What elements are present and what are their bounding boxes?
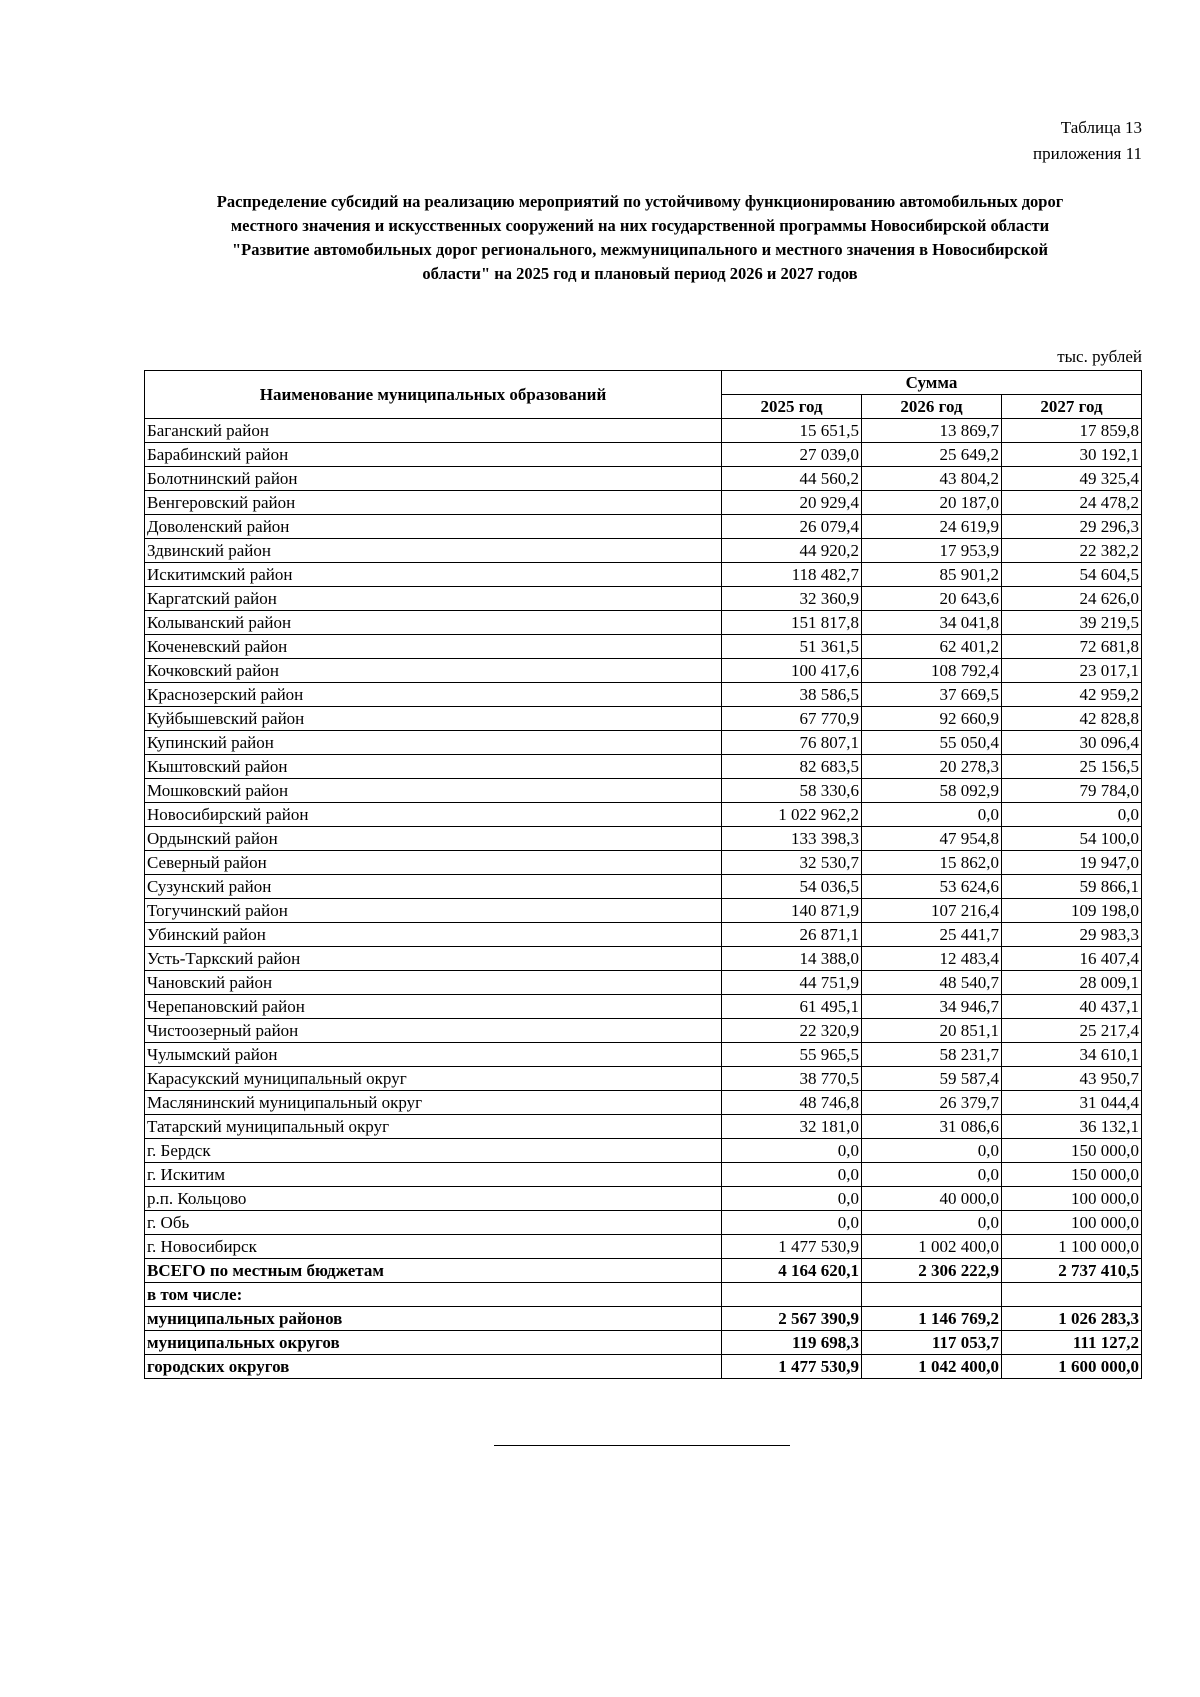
footer-divider: [494, 1445, 790, 1446]
amount-2025: 0,0: [722, 1163, 862, 1187]
amount-2026: 20 643,6: [862, 587, 1002, 611]
amount-2027: [1001, 1283, 1141, 1307]
table-row: [145, 419, 1142, 443]
amount-2027: 34 610,1: [1001, 1043, 1141, 1067]
table-row: [145, 971, 1142, 995]
amount-2025: 38 586,5: [722, 683, 862, 707]
amount-2026: 47 954,8: [862, 827, 1002, 851]
municipality-name: Черепановский район: [145, 995, 722, 1019]
amount-2026: 15 862,0: [862, 851, 1002, 875]
amount-2026: 40 000,0: [862, 1187, 1002, 1211]
municipality-name: Тогучинский район: [145, 899, 722, 923]
municipality-name: Новосибирский район: [145, 803, 722, 827]
table-row: [145, 827, 1142, 851]
amount-2026: 107 216,4: [862, 899, 1002, 923]
column-header-2027: 2027 год: [1001, 395, 1141, 419]
table-row: [145, 1043, 1142, 1067]
amount-2027: 43 950,7: [1001, 1067, 1141, 1091]
amount-2027: 17 859,8: [1001, 419, 1141, 443]
amount-2027: 16 407,4: [1001, 947, 1141, 971]
amount-2026: 0,0: [862, 1163, 1002, 1187]
municipality-name: г. Обь: [145, 1211, 722, 1235]
amount-2025: 26 079,4: [722, 515, 862, 539]
amount-2026: 13 869,7: [862, 419, 1002, 443]
amount-2027: 1 600 000,0: [1001, 1355, 1141, 1379]
amount-2025: 58 330,6: [722, 779, 862, 803]
municipality-name: г. Искитим: [145, 1163, 722, 1187]
table-row: [145, 1091, 1142, 1115]
municipality-name: Чистоозерный район: [145, 1019, 722, 1043]
amount-2026: 17 953,9: [862, 539, 1002, 563]
amount-2027: 31 044,4: [1001, 1091, 1141, 1115]
amount-2026: 59 587,4: [862, 1067, 1002, 1091]
amount-2026: 53 624,6: [862, 875, 1002, 899]
municipality-name: Чановский район: [145, 971, 722, 995]
table-row: [145, 1163, 1142, 1187]
amount-2025: 0,0: [722, 1187, 862, 1211]
municipality-name: Болотнинский район: [145, 467, 722, 491]
municipality-name: Барабинский район: [145, 443, 722, 467]
amount-2027: 39 219,5: [1001, 611, 1141, 635]
amount-2025: 76 807,1: [722, 731, 862, 755]
amount-2026: 58 092,9: [862, 779, 1002, 803]
amount-2025: 4 164 620,1: [722, 1259, 862, 1283]
municipality-name: Коченевский район: [145, 635, 722, 659]
amount-2027: 36 132,1: [1001, 1115, 1141, 1139]
amount-2025: 48 746,8: [722, 1091, 862, 1115]
amount-2025: 0,0: [722, 1211, 862, 1235]
municipality-name: Ордынский район: [145, 827, 722, 851]
amount-2027: 54 604,5: [1001, 563, 1141, 587]
table-row: [145, 995, 1142, 1019]
amount-2027: 30 192,1: [1001, 443, 1141, 467]
amount-2027: 24 478,2: [1001, 491, 1141, 515]
amount-2026: 24 619,9: [862, 515, 1002, 539]
table-row: [145, 731, 1142, 755]
table-row: [145, 611, 1142, 635]
total-row: [145, 1283, 1142, 1307]
amount-2026: 34 946,7: [862, 995, 1002, 1019]
table-row: [145, 851, 1142, 875]
table-row: [145, 1019, 1142, 1043]
amount-2026: 0,0: [862, 1139, 1002, 1163]
municipality-name: городских округов: [145, 1355, 722, 1379]
municipality-name: в том числе:: [145, 1283, 722, 1307]
title-line-1: Распределение субсидий на реализацию мероприятий по устойчивому функционированию автомобильных дорог: [216, 192, 1064, 211]
municipality-name: Убинский район: [145, 923, 722, 947]
total-row: [145, 1307, 1142, 1331]
amount-2025: 118 482,7: [722, 563, 862, 587]
amount-2025: 32 181,0: [722, 1115, 862, 1139]
amount-2027: 1 026 283,3: [1001, 1307, 1141, 1331]
table-row: [145, 467, 1142, 491]
municipality-name: р.п. Кольцово: [145, 1187, 722, 1211]
amount-2025: 0,0: [722, 1139, 862, 1163]
table-row: [145, 1115, 1142, 1139]
amount-2026: 25 441,7: [862, 923, 1002, 947]
municipality-name: Кочковский район: [145, 659, 722, 683]
municipality-name: Доволенский район: [145, 515, 722, 539]
amount-2025: 26 871,1: [722, 923, 862, 947]
amount-2027: 29 296,3: [1001, 515, 1141, 539]
table-row: [145, 1187, 1142, 1211]
appendix-reference: приложения 11: [1033, 144, 1142, 163]
amount-2027: 30 096,4: [1001, 731, 1141, 755]
municipality-name: муниципальных округов: [145, 1331, 722, 1355]
amount-2025: 1 477 530,9: [722, 1355, 862, 1379]
amount-2026: 108 792,4: [862, 659, 1002, 683]
amount-2027: 1 100 000,0: [1001, 1235, 1141, 1259]
table-row: [145, 563, 1142, 587]
table-row: [145, 515, 1142, 539]
municipality-name: Карасукский муниципальный округ: [145, 1067, 722, 1091]
amount-2026: 25 649,2: [862, 443, 1002, 467]
amount-2025: 32 360,9: [722, 587, 862, 611]
amount-2025: 32 530,7: [722, 851, 862, 875]
amount-2026: 85 901,2: [862, 563, 1002, 587]
municipality-name: Колыванский район: [145, 611, 722, 635]
amount-2025: 2 567 390,9: [722, 1307, 862, 1331]
amount-2026: 43 804,2: [862, 467, 1002, 491]
amount-2025: 44 920,2: [722, 539, 862, 563]
amount-2027: 54 100,0: [1001, 827, 1141, 851]
amount-2026: 20 187,0: [862, 491, 1002, 515]
column-header-sum: Сумма: [722, 371, 1142, 395]
table-row: [145, 683, 1142, 707]
amount-2027: 28 009,1: [1001, 971, 1141, 995]
table-row: [145, 803, 1142, 827]
table-row: [145, 755, 1142, 779]
amount-2026: 2 306 222,9: [862, 1259, 1002, 1283]
title-line-4: области" на 2025 год и плановый период 2026 и 2027 годов: [422, 264, 858, 283]
table-row: [145, 1235, 1142, 1259]
amount-2027: 49 325,4: [1001, 467, 1141, 491]
amount-2025: 151 817,8: [722, 611, 862, 635]
amount-2026: 55 050,4: [862, 731, 1002, 755]
municipality-name: Мошковский район: [145, 779, 722, 803]
amount-2026: 62 401,2: [862, 635, 1002, 659]
municipality-name: Искитимский район: [145, 563, 722, 587]
municipality-name: ВСЕГО по местным бюджетам: [145, 1259, 722, 1283]
total-row: [145, 1331, 1142, 1355]
municipality-name: Татарский муниципальный округ: [145, 1115, 722, 1139]
amount-2025: 20 929,4: [722, 491, 862, 515]
municipality-name: Венгеровский район: [145, 491, 722, 515]
amount-2025: 82 683,5: [722, 755, 862, 779]
amount-2025: 1 022 962,2: [722, 803, 862, 827]
table-row: [145, 443, 1142, 467]
column-header-2025: 2025 год: [722, 395, 862, 419]
municipality-name: г. Бердск: [145, 1139, 722, 1163]
municipality-name: муниципальных районов: [145, 1307, 722, 1331]
municipality-name: Маслянинский муниципальный округ: [145, 1091, 722, 1115]
table-row: [145, 659, 1142, 683]
amount-2025: 133 398,3: [722, 827, 862, 851]
amount-2027: 40 437,1: [1001, 995, 1141, 1019]
amount-2027: 23 017,1: [1001, 659, 1141, 683]
table-row: [145, 491, 1142, 515]
subsidy-table: [144, 370, 1142, 1379]
table-row: [145, 923, 1142, 947]
municipality-name: Чулымский район: [145, 1043, 722, 1067]
amount-2025: 54 036,5: [722, 875, 862, 899]
amount-2027: 25 217,4: [1001, 1019, 1141, 1043]
municipality-name: Куйбышевский район: [145, 707, 722, 731]
amount-2026: 20 851,1: [862, 1019, 1002, 1043]
table-row: [145, 875, 1142, 899]
amount-2025: 100 417,6: [722, 659, 862, 683]
table-row: [145, 779, 1142, 803]
amount-2027: 150 000,0: [1001, 1139, 1141, 1163]
amount-2026: 12 483,4: [862, 947, 1002, 971]
amount-2027: 100 000,0: [1001, 1211, 1141, 1235]
amount-2026: 0,0: [862, 1211, 1002, 1235]
amount-2027: 19 947,0: [1001, 851, 1141, 875]
amount-2027: 109 198,0: [1001, 899, 1141, 923]
amount-2026: 117 053,7: [862, 1331, 1002, 1355]
amount-2027: 22 382,2: [1001, 539, 1141, 563]
amount-2027: 2 737 410,5: [1001, 1259, 1141, 1283]
amount-2026: 37 669,5: [862, 683, 1002, 707]
municipality-name: Усть-Таркский район: [145, 947, 722, 971]
document-title: [120, 190, 1160, 286]
total-row: [145, 1355, 1142, 1379]
amount-2027: 150 000,0: [1001, 1163, 1141, 1187]
amount-2025: 119 698,3: [722, 1331, 862, 1355]
municipality-name: Каргатский район: [145, 587, 722, 611]
amount-2025: 1 477 530,9: [722, 1235, 862, 1259]
table-row: [145, 707, 1142, 731]
table-row: [145, 1067, 1142, 1091]
amount-2026: [862, 1283, 1002, 1307]
table-row: [145, 539, 1142, 563]
table-row: [145, 947, 1142, 971]
amount-2026: 1 042 400,0: [862, 1355, 1002, 1379]
amount-2026: 1 146 769,2: [862, 1307, 1002, 1331]
amount-2025: 22 320,9: [722, 1019, 862, 1043]
amount-2027: 25 156,5: [1001, 755, 1141, 779]
column-header-2026: 2026 год: [862, 395, 1002, 419]
column-header-name: Наименование муниципальных образований: [145, 371, 722, 419]
municipality-name: Сузунский район: [145, 875, 722, 899]
amount-2026: 0,0: [862, 803, 1002, 827]
amount-2025: 61 495,1: [722, 995, 862, 1019]
table-row: [145, 1139, 1142, 1163]
amount-2026: 31 086,6: [862, 1115, 1002, 1139]
amount-2025: 55 965,5: [722, 1043, 862, 1067]
amount-2026: 26 379,7: [862, 1091, 1002, 1115]
amount-2027: 42 959,2: [1001, 683, 1141, 707]
municipality-name: Северный район: [145, 851, 722, 875]
amount-2027: 42 828,8: [1001, 707, 1141, 731]
table-row: [145, 587, 1142, 611]
municipality-name: Краснозерский район: [145, 683, 722, 707]
amount-2026: 92 660,9: [862, 707, 1002, 731]
amount-2025: 67 770,9: [722, 707, 862, 731]
municipality-name: Баганский район: [145, 419, 722, 443]
amount-2025: 15 651,5: [722, 419, 862, 443]
amount-2027: 0,0: [1001, 803, 1141, 827]
amount-2027: 100 000,0: [1001, 1187, 1141, 1211]
municipality-name: Купинский район: [145, 731, 722, 755]
amount-2025: 14 388,0: [722, 947, 862, 971]
amount-2025: 27 039,0: [722, 443, 862, 467]
amount-2026: 1 002 400,0: [862, 1235, 1002, 1259]
amount-2027: 72 681,8: [1001, 635, 1141, 659]
table-number: Таблица 13: [1060, 118, 1142, 137]
municipality-name: Кыштовский район: [145, 755, 722, 779]
amount-2026: 48 540,7: [862, 971, 1002, 995]
units-label: тыс. рублей: [1057, 347, 1142, 366]
amount-2025: 140 871,9: [722, 899, 862, 923]
amount-2025: [722, 1283, 862, 1307]
amount-2026: 20 278,3: [862, 755, 1002, 779]
amount-2025: 38 770,5: [722, 1067, 862, 1091]
amount-2025: 51 361,5: [722, 635, 862, 659]
amount-2027: 79 784,0: [1001, 779, 1141, 803]
table-row: [145, 635, 1142, 659]
municipality-name: Здвинский район: [145, 539, 722, 563]
amount-2027: 29 983,3: [1001, 923, 1141, 947]
amount-2026: 58 231,7: [862, 1043, 1002, 1067]
title-line-2: местного значения и искусственных сооружений на них государственной программы Новосибирской области: [230, 216, 1050, 235]
table-row: [145, 1211, 1142, 1235]
amount-2025: 44 560,2: [722, 467, 862, 491]
amount-2025: 44 751,9: [722, 971, 862, 995]
total-row: [145, 1259, 1142, 1283]
table-row: [145, 899, 1142, 923]
amount-2027: 24 626,0: [1001, 587, 1141, 611]
amount-2026: 34 041,8: [862, 611, 1002, 635]
municipality-name: г. Новосибирск: [145, 1235, 722, 1259]
title-line-3: "Развитие автомобильных дорог регионального, межмуниципального и местного значения в Новосибирской: [231, 240, 1049, 259]
amount-2027: 59 866,1: [1001, 875, 1141, 899]
amount-2027: 111 127,2: [1001, 1331, 1141, 1355]
